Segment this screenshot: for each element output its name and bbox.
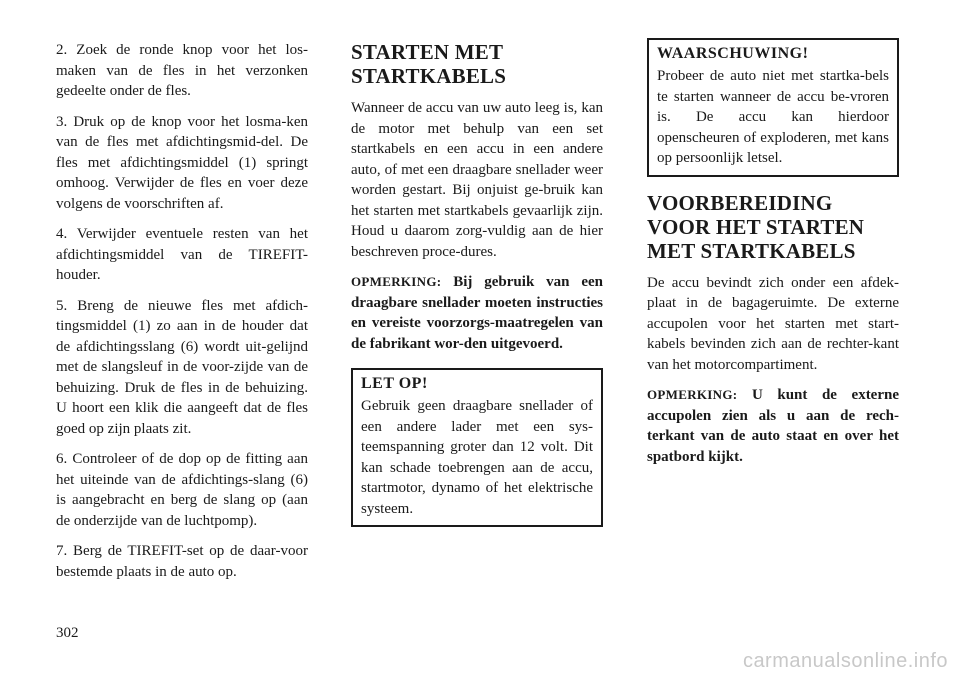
note-text: Bij gebruik van een draagbare snellader moeten instructies en vereiste voorzorgs-maatregelen van de fabrikant wor-den uitgevoerd. [351, 274, 603, 352]
battery-poles-note [647, 385, 899, 467]
caution-box [351, 368, 603, 527]
step-3-paragraph: 3. Druk op de knop voor het losma-ken van de fles met afdichtingsmid-del. De fles met afdichtingsmiddel (1) springt omhoog. Verwijder de fles en voer deze volgens de voorschriften af. [56, 113, 308, 212]
column-right [647, 40, 899, 477]
note-label: OPMERKING: [647, 387, 738, 402]
charger-note [351, 272, 603, 354]
column-left [56, 40, 308, 592]
step-4-paragraph: 4. Verwijder eventuele resten van het afdichtingsmiddel van de TIREFIT-houder. [56, 226, 308, 283]
step-6-paragraph: 6. Controleer of de dop op de fitting aan het uiteinde van de afdichtings-slang (6) is aangebracht en berg de slang op (aan de onderzijde van de luchtpomp). [56, 451, 308, 529]
caution-text: Gebruik geen draagbare snellader of een andere lader met een sys-teemspanning groter dan 12 volt. Dit kan schade toebrengen aan de accu, startmotor, dynamo of het elektrische systeem. [361, 398, 593, 517]
step-2-paragraph: 2. Zoek de ronde knop voor het los-maken van de fles in het verzonken gedeelte onder de fles. [56, 42, 308, 99]
warning-box [647, 38, 899, 177]
step-7-paragraph: 7. Berg de TIREFIT-set op de daar-voor bestemde plaats in de auto op. [56, 543, 308, 580]
section-heading-jump-start: STARTEN MET STARTKABELS [351, 40, 507, 88]
section-heading-preparation: VOORBEREIDING VOOR HET STARTEN MET STARTKABELS [647, 190, 865, 263]
warning-text: Probeer de auto niet met startka-bels te starten wanneer de accu be-vroren is. De accu kan hierdoor openscheuren of exploderen, met kans op persoonlijk letsel. [657, 68, 889, 166]
jump-start-intro: Wanneer de accu van uw auto leeg is, kan de motor met behulp van een set startkabels en een accu in een andere auto, of met een draagbare snellader weer worden gestart. Bij onjuist ge-bruik kan het starten met startkabels gevaarlijk zijn. Houd u daarom zorg-vuldig aan de hier beschreven proce-dures. [351, 100, 603, 260]
page-number: 302 [56, 625, 79, 641]
watermark: carmanualsonline.info [742, 650, 948, 672]
column-middle [351, 40, 603, 539]
note-label: OPMERKING: [351, 274, 442, 289]
caution-title: LET OP! [361, 375, 428, 392]
warning-title: WAARSCHUWING! [657, 45, 809, 62]
step-5-paragraph: 5. Breng de nieuwe fles met afdich-tingsmiddel (1) zo aan in de houder dat de afdichtingsslang (6) wordt uit-gelijnd met de slangsleuf in de voor-zijde van de behuizing. Druk de fles in de behuizing. U hoort een klik die aangeeft dat de fles goed op zijn plaats zit. [56, 297, 308, 437]
note-text: U kunt de externe accupolen zien als u aan de rech-terkant van de auto staat en over het spatbord kijkt. [647, 387, 900, 465]
battery-location-paragraph: De accu bevindt zich onder een afdek-plaat in de bagageruimte. De externe accupolen voor het starten met start-kabels bevinden zich aan de rechter-kant van het motorcompartiment. [647, 274, 899, 373]
